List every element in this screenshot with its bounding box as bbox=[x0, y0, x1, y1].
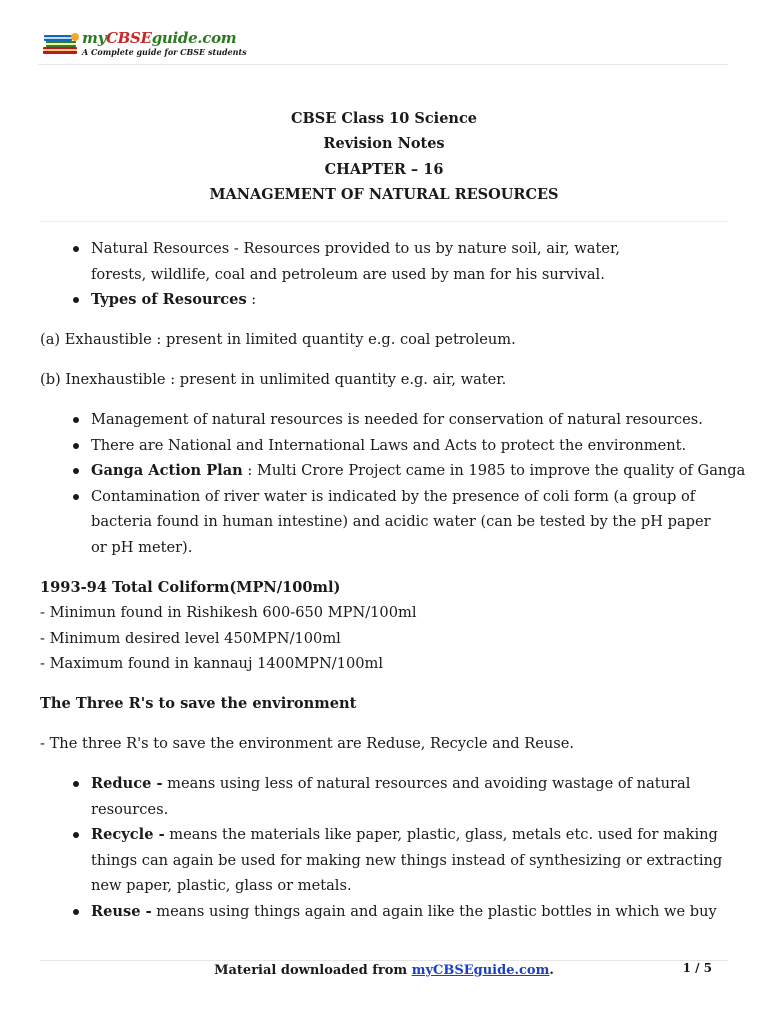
paragraph-inexhaustible: (b) Inexhaustible : present in unlimited quantity e.g. air, water. bbox=[40, 371, 507, 388]
list-item-natural-resources: Natural Resources - Resources provided to us by nature soil, air, water, forests, wildlife, coal and petroleum are used by man for his survival. bbox=[91, 236, 740, 287]
books-logo-icon bbox=[40, 30, 82, 58]
coliform-heading: 1993-94 Total Coliform(MPN/100ml) bbox=[40, 578, 341, 596]
coliform-line: - Minimun found in Rishikesh 600-650 MPN/100ml bbox=[40, 604, 417, 621]
document-body bbox=[40, 236, 746, 924]
coliform-section bbox=[40, 575, 740, 677]
footer-divider bbox=[40, 960, 728, 961]
paragraph-exhaustible: (a) Exhaustible : present in limited quantity e.g. coal petroleum. bbox=[40, 331, 516, 348]
list-item-reuse: Reuse - means using things again and again like the plastic bottles in which we buy bbox=[91, 899, 740, 925]
list-item-types-of-resources: Types of Resources : bbox=[91, 287, 740, 313]
page-number: 1 / 5 bbox=[682, 961, 712, 975]
footer-link[interactable]: myCBSEguide.com bbox=[411, 963, 550, 978]
document-title-block bbox=[0, 106, 768, 207]
page-header bbox=[38, 24, 728, 65]
coliform-line: - Maximum found in kannauj 1400MPN/100ml bbox=[40, 655, 384, 672]
logo-tagline: A Complete guide for CBSE students bbox=[82, 47, 247, 57]
title-notes: Revision Notes bbox=[323, 135, 445, 153]
list-item-recycle: Recycle - means the materials like paper, plastic, glass, metals etc. used for making things can again be used for making new things instead of synthesizing or extracting new paper, plastic, glass or metals. bbox=[91, 822, 740, 899]
coliform-line: - Minimum desired level 450MPN/100ml bbox=[40, 629, 341, 647]
list-item-ganga-action-plan: Ganga Action Plan : Multi Crore Project came in 1985 to improve the quality of Ganga bbox=[91, 458, 740, 484]
list-item-laws: There are National and International Laws and Acts to protect the environment. bbox=[91, 433, 740, 459]
bullet-list-three-rs bbox=[40, 771, 740, 924]
list-item-reduce: Reduce - means using less of natural resources and avoiding wastage of natural resources. bbox=[91, 771, 740, 822]
title-chapter: CHAPTER – 16 bbox=[324, 160, 444, 178]
title-course: CBSE Class 10 Science bbox=[290, 110, 478, 127]
bullet-list-intro bbox=[40, 236, 740, 313]
footer-text: Material downloaded from bbox=[214, 963, 412, 978]
logo-name: myCBSEguide.com bbox=[82, 29, 237, 47]
bullet-list-management bbox=[40, 407, 746, 560]
list-item-contamination: Contamination of river water is indicated by the presence of coli form (a group of bacteria found in human intestine) and acidic water (can be tested by the pH paper or pH meter). bbox=[91, 484, 740, 561]
list-item-management: Management of natural resources is needed for conservation of natural resources. bbox=[91, 407, 740, 433]
three-rs-intro: - The three R's to save the environment are Reduse, Recycle and Reuse. bbox=[40, 735, 575, 752]
title-topic: MANAGEMENT OF NATURAL RESOURCES bbox=[209, 185, 559, 203]
title-divider bbox=[40, 221, 728, 222]
page-footer: Material downloaded from myCBSEguide.com. bbox=[214, 963, 554, 978]
mycbseguide-logo[interactable] bbox=[38, 26, 258, 62]
three-rs-heading: The Three R's to save the environment bbox=[40, 695, 357, 712]
